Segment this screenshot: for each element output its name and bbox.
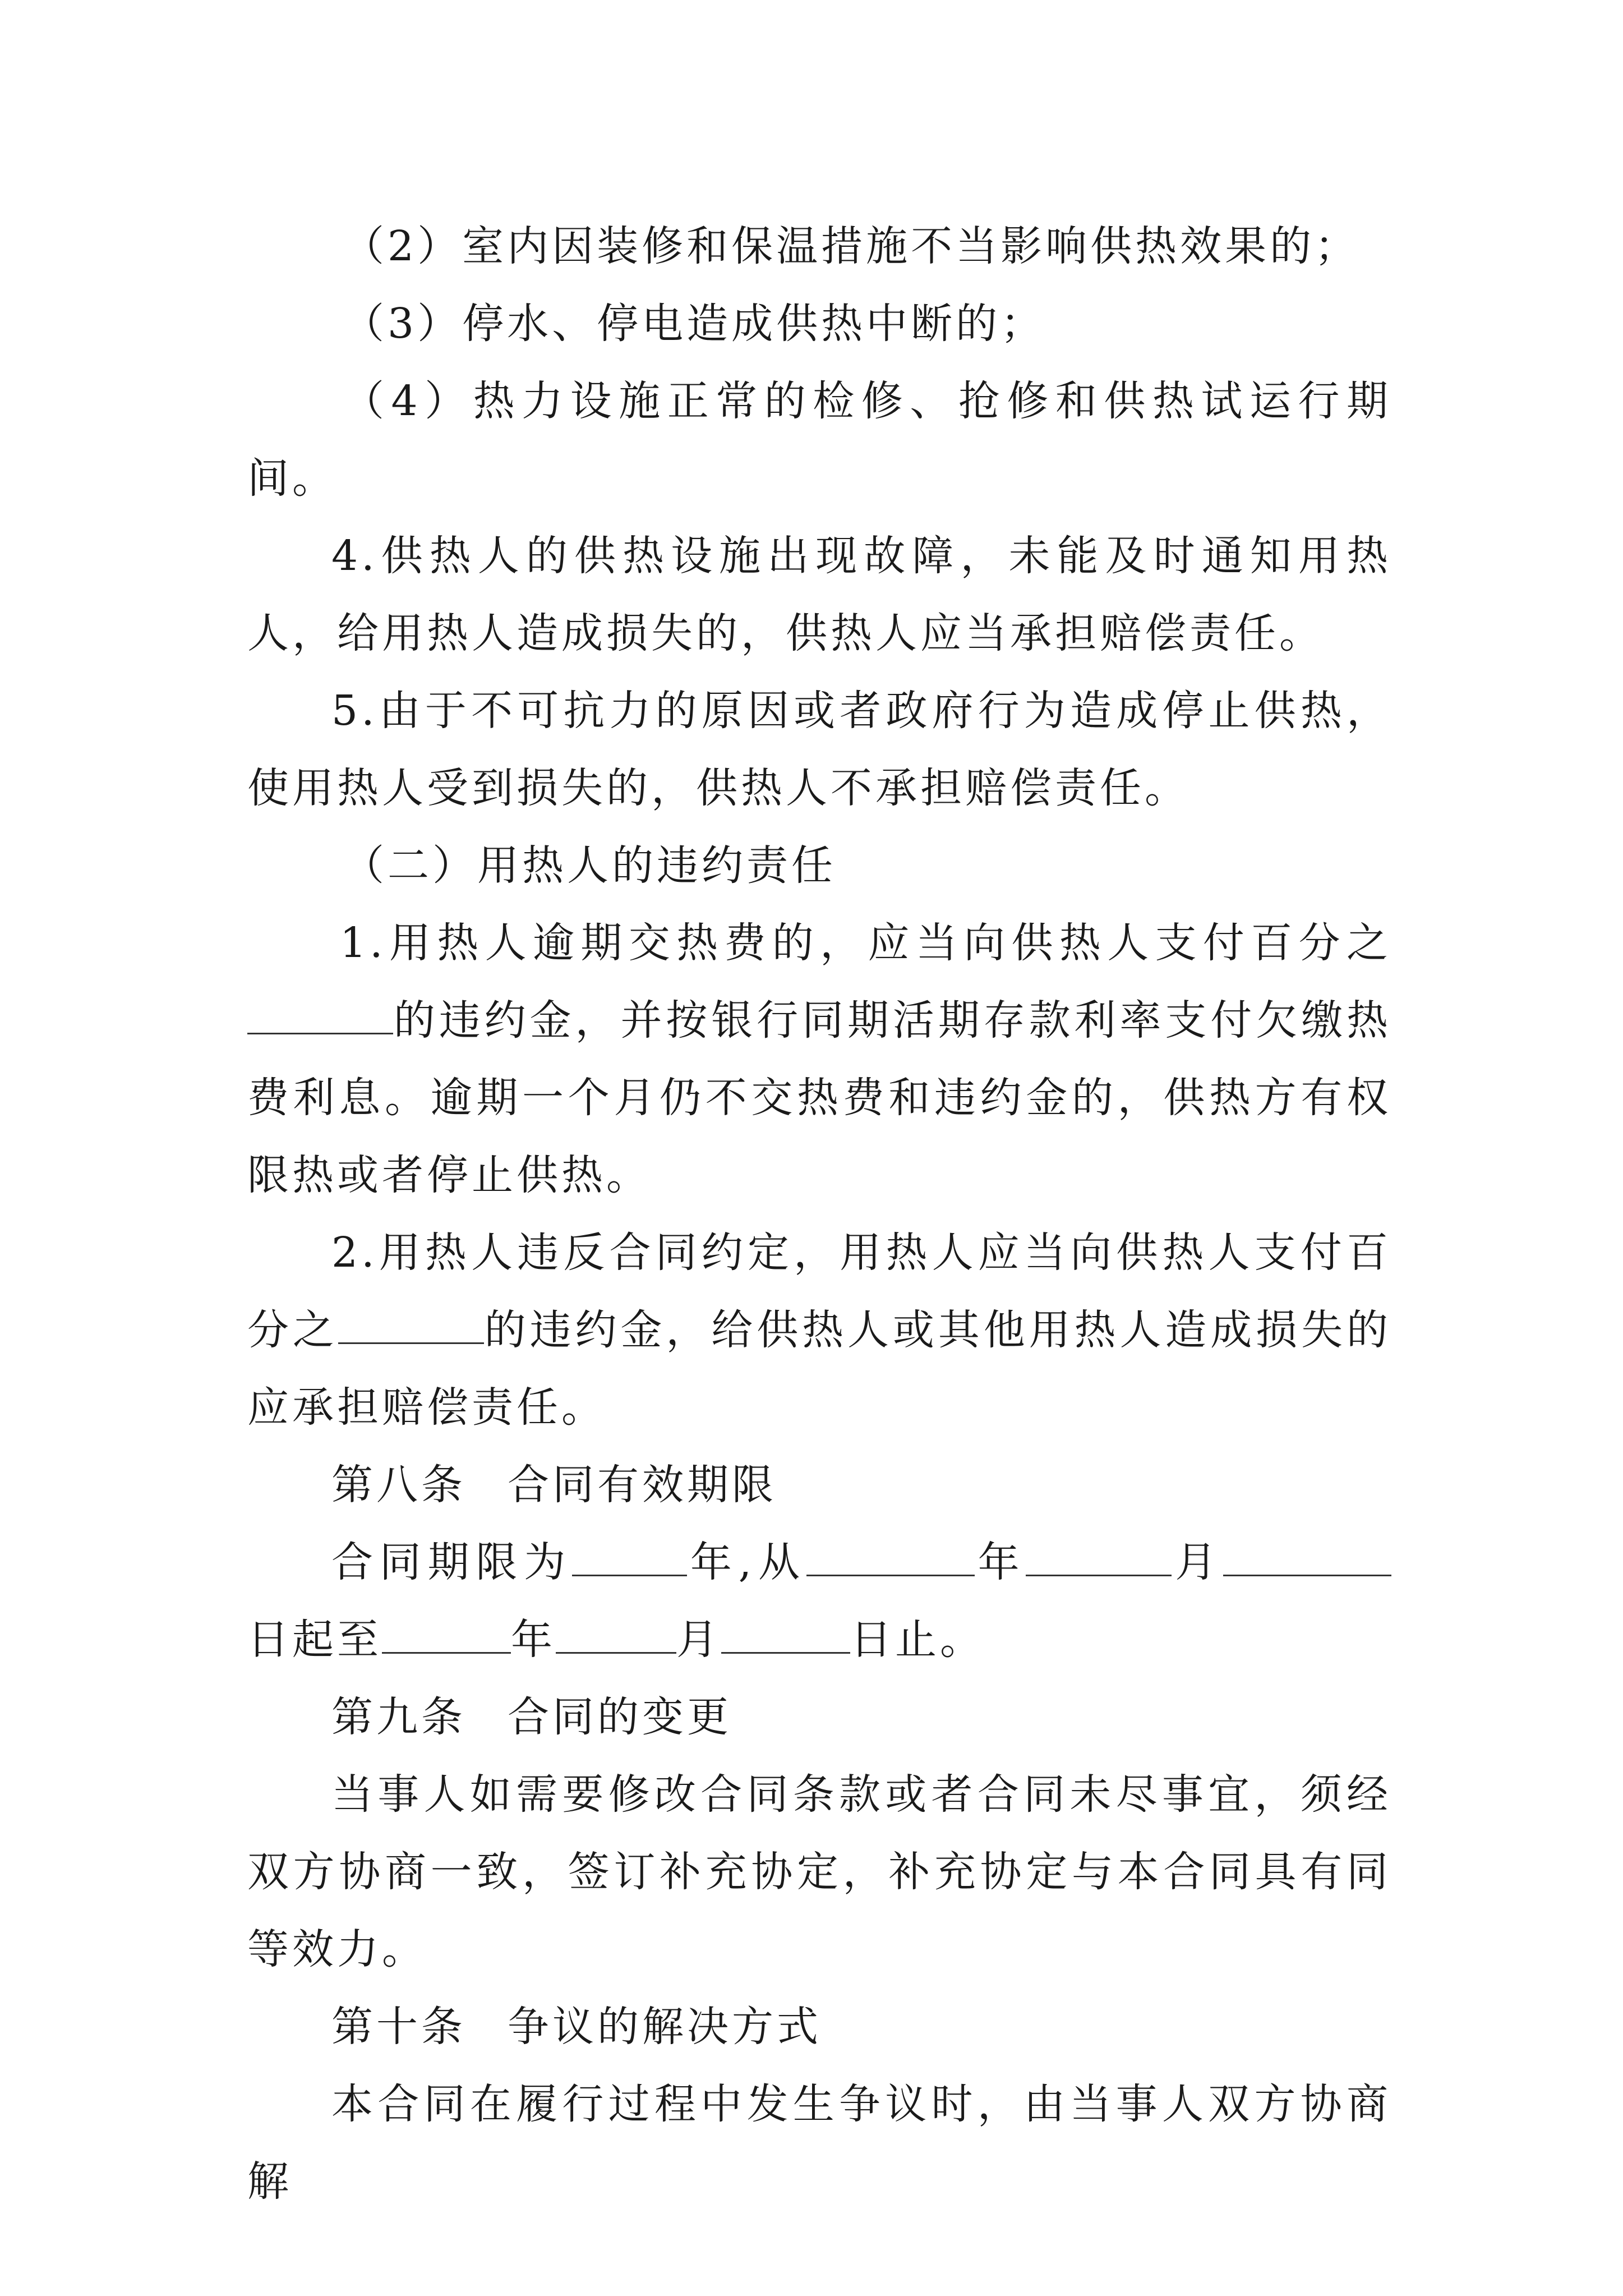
article-9-body: 当事人如需要修改合同条款或者合同未尽事宜，须经双方协商一致，签订补充协定，补充协定与本合同具有同等效力。 — [247, 1770, 1391, 1973]
start-year-label: 年 — [974, 1538, 1026, 1586]
contract-term-clause — [247, 1524, 1391, 1678]
start-month-label: 月 — [1172, 1538, 1224, 1586]
article-8-title: 合同有效期限 — [508, 1461, 777, 1509]
article-9-number: 第九条 — [331, 1693, 466, 1741]
document-body — [247, 208, 1391, 2220]
start-day-label: 日起至 — [247, 1616, 382, 1664]
clause-item-3: （3）停水、停电造成供热中断的； — [343, 300, 1046, 348]
end-year-blank[interactable] — [382, 1617, 511, 1654]
term-years-blank[interactable] — [572, 1540, 687, 1576]
clause-5: 5.由于不可抗力的原因或者政府行为造成停止供热，使用热人受到损失的，供热人不承担赔偿责任。 — [247, 687, 1391, 812]
end-month-label: 月 — [676, 1616, 721, 1664]
article-10-title: 争议的解决方式 — [508, 2003, 822, 2051]
end-day-blank[interactable] — [721, 1617, 850, 1654]
end-day-label: 日止。 — [850, 1616, 985, 1664]
start-month-blank[interactable] — [1026, 1540, 1172, 1576]
article-9-title: 合同的变更 — [508, 1693, 732, 1741]
clause-user-2 — [247, 1214, 1391, 1446]
end-month-blank[interactable] — [556, 1617, 676, 1654]
article-10-number: 第十条 — [331, 2003, 466, 2051]
start-day-blank[interactable] — [1223, 1540, 1391, 1576]
clause-user-1 — [247, 904, 1391, 1214]
term-year-from-label: 年,从 — [687, 1538, 806, 1586]
clause-item-4: （4）热力设施正常的检修、抢修和供热试运行期间。 — [247, 377, 1391, 503]
article-10-heading — [247, 1988, 1391, 2065]
clause-user-2-lead: 2.用热人违反合同约定，用热人应当向供热人支付百分之 — [247, 1228, 1391, 1354]
clause-user-1-lead: 1.用热人逾期交热费的，应当向供热人支付百分之 — [340, 919, 1391, 967]
clause-4: 4.供热人的供热设施出现故障，未能及时通知用热人，给用热人造成损失的，供热人应当承担赔偿责任。 — [247, 532, 1391, 657]
article-8-heading — [247, 1446, 1391, 1524]
clause-item-2: （2）室内因装修和保温措施不当影响供热效果的； — [343, 222, 1360, 270]
article-8-number: 第八条 — [331, 1461, 466, 1509]
penalty-percent-blank-1[interactable] — [247, 998, 393, 1034]
end-year-label: 年 — [511, 1616, 556, 1664]
term-label: 合同期限为 — [331, 1538, 573, 1586]
penalty-percent-blank-2[interactable] — [338, 1308, 484, 1344]
article-10-body: 本合同在履行过程中发生争议时，由当事人双方协商解 — [247, 2080, 1391, 2206]
article-9-heading — [247, 1678, 1391, 1756]
clause-user-1-rest: 的违约金，并按银行同期活期存款利率支付欠缴热费利息。逾期一个月仍不交热费和违约金的，供热方有权限热或者停止供热。 — [247, 996, 1391, 1199]
start-year-blank[interactable] — [806, 1540, 975, 1576]
section-heading-user-liability: （二）用热人的违约责任 — [343, 841, 836, 890]
clause-user-2-rest: 的违约金，给供热人或其他用热人造成损失的应承担赔偿责任。 — [247, 1306, 1392, 1432]
